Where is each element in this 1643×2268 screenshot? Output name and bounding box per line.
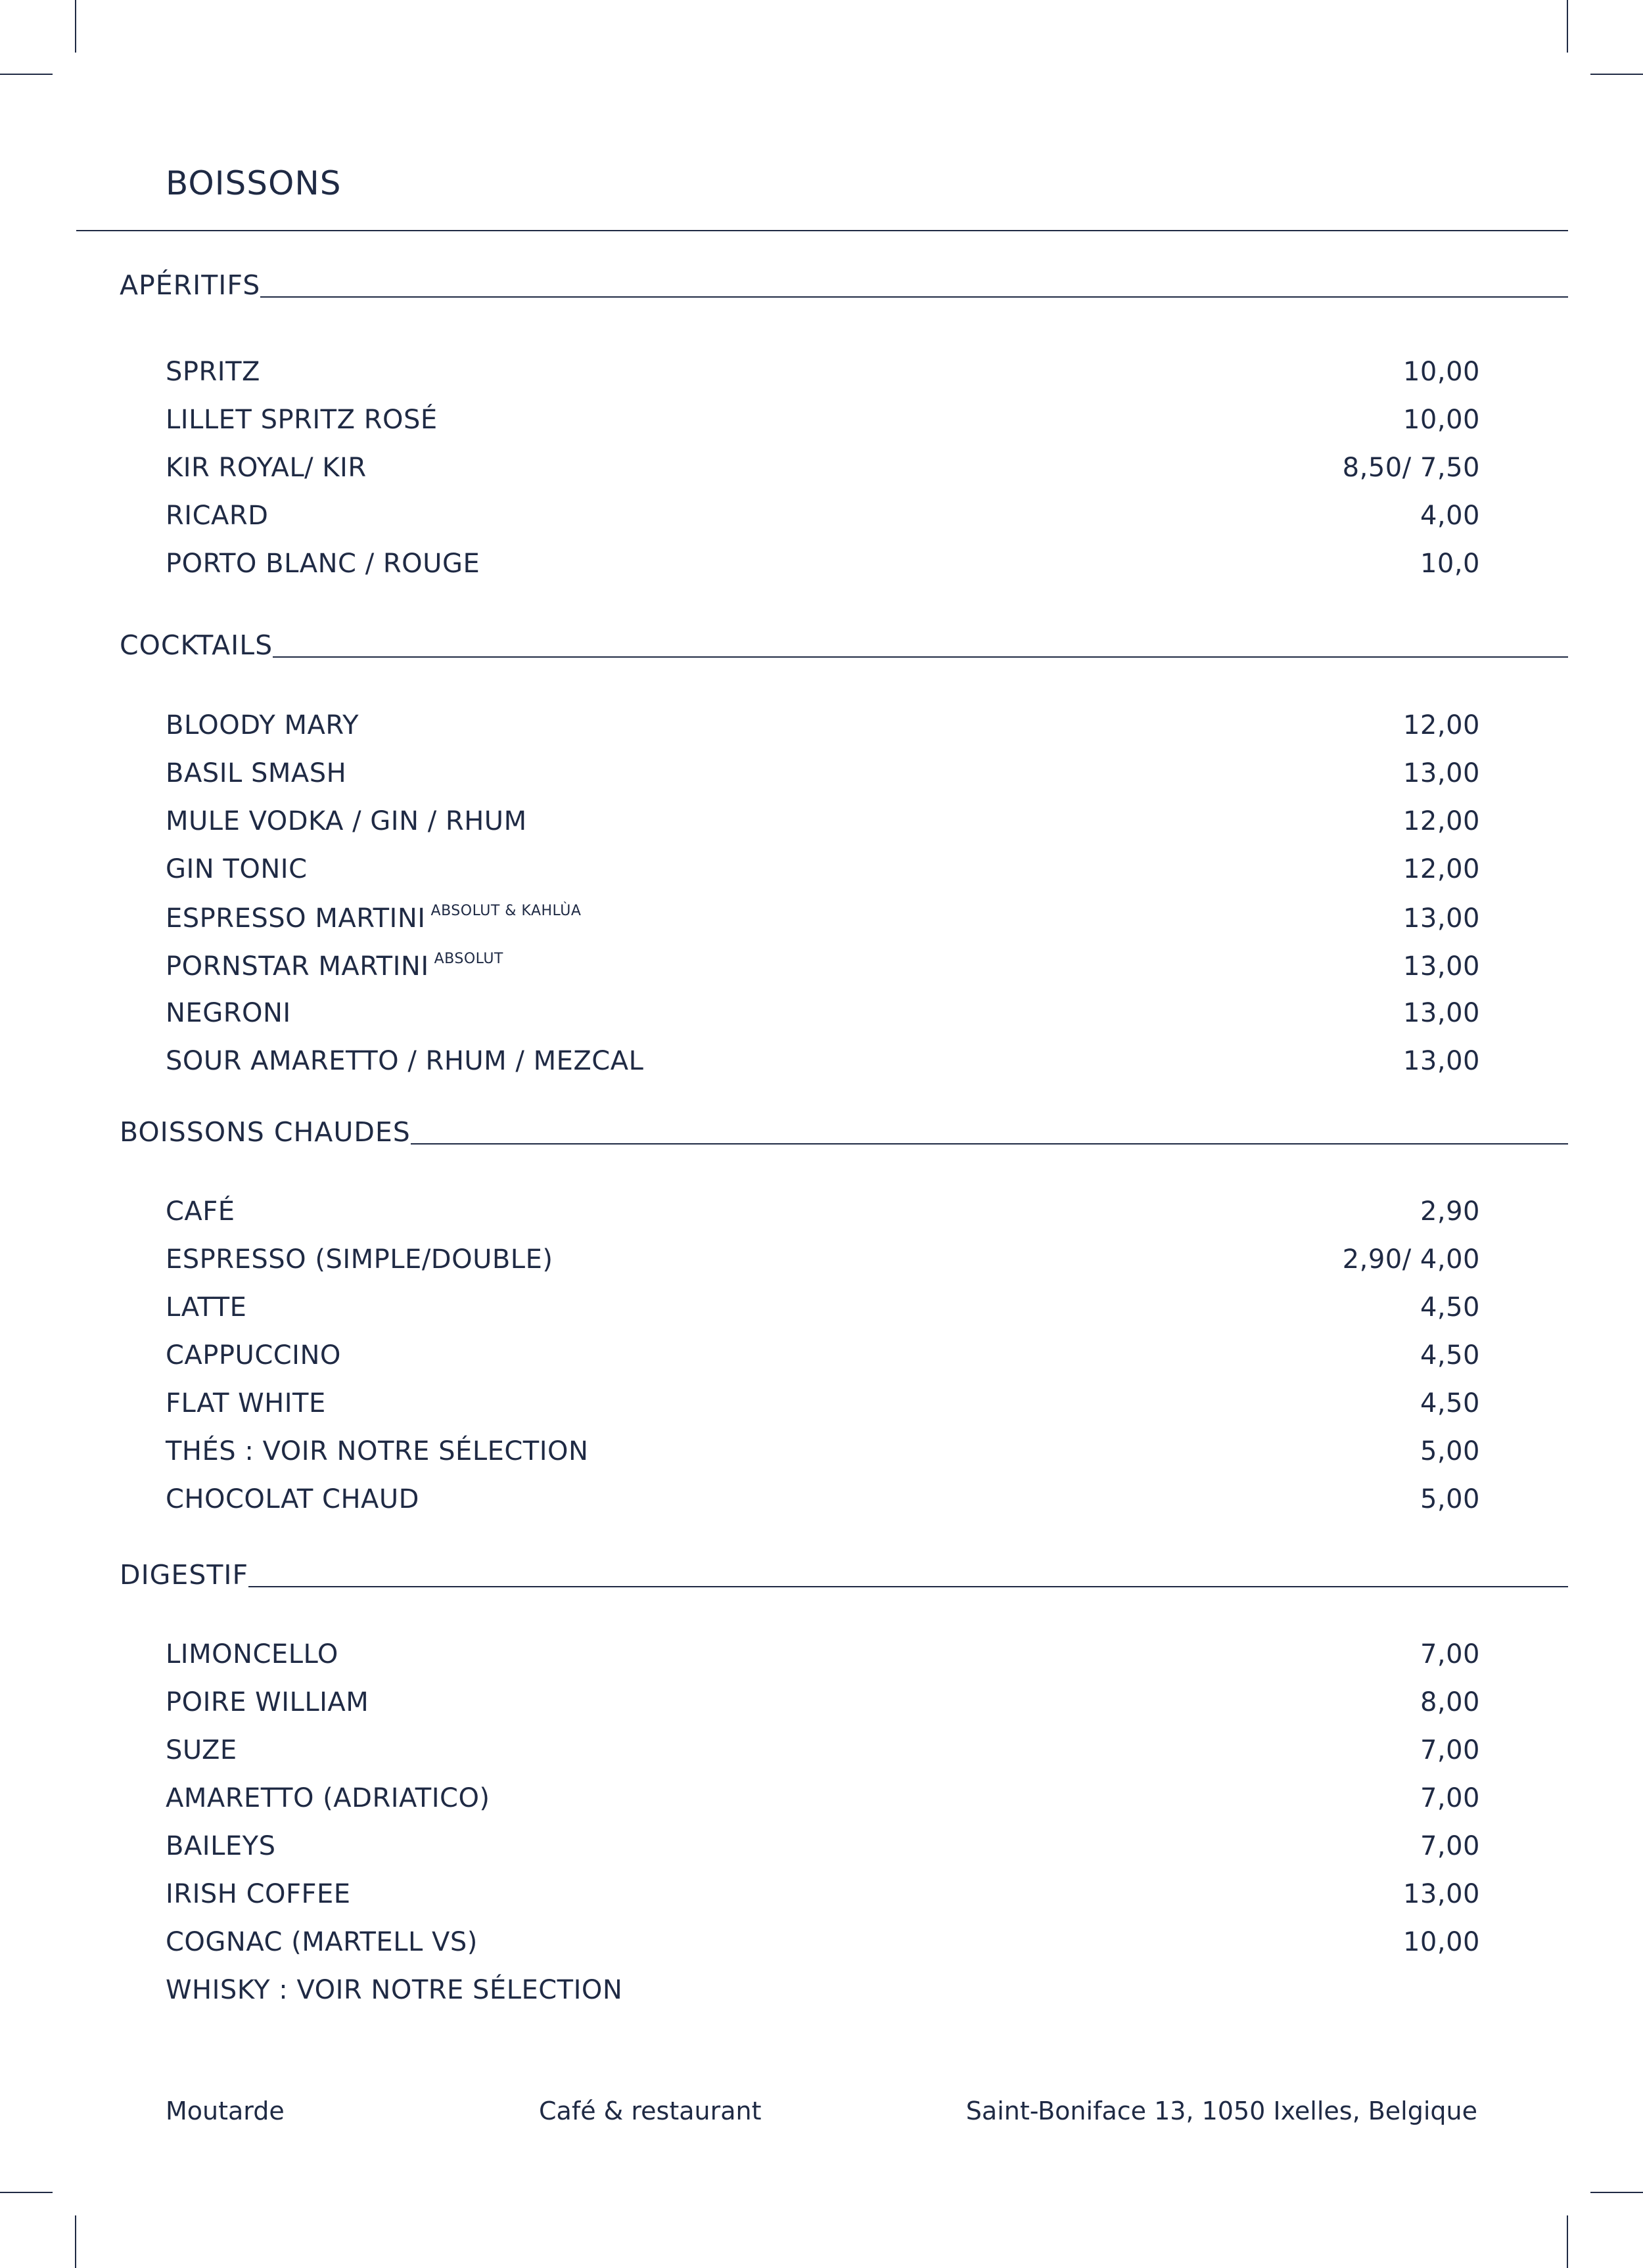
crop-mark: [1567, 0, 1568, 53]
item-name: KIR ROYAL/ KIR: [166, 453, 367, 483]
item-price: 10,00: [1402, 357, 1480, 387]
crop-mark: [1590, 2192, 1643, 2193]
section-rule: [411, 1143, 1568, 1145]
item-note: ABSOLUT: [434, 951, 503, 967]
item-name: ESPRESSO MARTINI: [166, 903, 426, 934]
item-name: NEGRONI: [166, 998, 291, 1028]
item-name: FLAT WHITE: [166, 1388, 326, 1418]
item-price: 4,50: [1420, 1388, 1480, 1418]
menu-item: [166, 455, 1480, 481]
item-price: 12,00: [1402, 806, 1480, 836]
item-price: 13,00: [1402, 998, 1480, 1028]
item-name: LATTE: [166, 1292, 247, 1323]
menu-item: [166, 1929, 1480, 1955]
item-price: 13,00: [1402, 951, 1480, 982]
item-name: BASIL SMASH: [166, 758, 347, 788]
menu-item: [166, 1785, 1480, 1811]
item-name: SPRITZ: [166, 357, 260, 387]
item-name: POIRE WILLIAM: [166, 1687, 369, 1717]
crop-mark: [75, 0, 76, 53]
menu-item: [166, 503, 1480, 529]
menu-item: [166, 1246, 1480, 1273]
menu-item: [166, 1689, 1480, 1715]
item-note: ABSOLUT & KAHLÙA: [430, 903, 582, 919]
item-price: 4,50: [1420, 1340, 1480, 1371]
footer-restaurant-type: Café & restaurant: [539, 2097, 762, 2125]
menu-item: [166, 1198, 1480, 1225]
item-name: SUZE: [166, 1735, 237, 1765]
item-name: CHOCOLAT CHAUD: [166, 1484, 419, 1514]
section-title: APÉRITIFS: [120, 269, 261, 301]
item-name: BLOODY MARY: [166, 710, 359, 740]
item-name: CAPPUCCINO: [166, 1340, 341, 1371]
item-name: THÉS : VOIR NOTRE SÉLECTION: [166, 1436, 589, 1466]
section-title: COCKTAILS: [120, 629, 273, 661]
item-name: BAILEYS: [166, 1831, 276, 1861]
item-price: 4,50: [1420, 1292, 1480, 1323]
menu-item: [166, 1641, 1480, 1667]
title-divider: [76, 230, 1568, 231]
menu-item: [166, 359, 1480, 385]
item-price: 5,00: [1420, 1436, 1480, 1466]
item-price: 12,00: [1402, 710, 1480, 740]
menu-item: [166, 808, 1480, 834]
crop-mark: [1590, 74, 1643, 75]
item-price: 4,00: [1420, 501, 1480, 531]
menu-item: [166, 712, 1480, 738]
item-name: PORNSTAR MARTINI: [166, 951, 429, 982]
menu-item: [166, 1977, 1480, 2003]
footer-address: Saint-Boniface 13, 1050 Ixelles, Belgique: [965, 2097, 1477, 2125]
item-name: COGNAC (MARTELL VS): [166, 1927, 478, 1957]
crop-mark: [0, 74, 53, 75]
menu-item: [166, 1486, 1480, 1512]
item-name: SOUR AMARETTO / RHUM / MEZCAL: [166, 1046, 644, 1076]
item-price: 8,50/ 7,50: [1342, 453, 1480, 483]
item-name: MULE VODKA / GIN / RHUM: [166, 806, 527, 836]
item-price: 2,90/ 4,00: [1342, 1244, 1480, 1275]
item-name: CAFÉ: [166, 1196, 235, 1227]
item-price: 7,00: [1420, 1831, 1480, 1861]
menu-item: [166, 1833, 1480, 1859]
item-name: PORTO BLANC / ROUGE: [166, 549, 480, 579]
section-heading-cocktails: [120, 629, 1568, 661]
section-rule: [248, 1586, 1568, 1587]
item-name: IRISH COFFEE: [166, 1879, 351, 1909]
section-heading-boissons-chaudes: [120, 1116, 1568, 1148]
menu-item: [166, 1048, 1480, 1074]
section-rule: [260, 296, 1568, 298]
menu-item: [166, 1000, 1480, 1026]
footer-restaurant-name: Moutarde: [166, 2097, 285, 2125]
menu-item: [166, 1737, 1480, 1763]
section-heading-aperitifs: [120, 269, 1568, 301]
menu-item: [166, 904, 1480, 932]
item-name: LIMONCELLO: [166, 1639, 338, 1669]
item-price: 10,00: [1402, 405, 1480, 435]
item-price: 5,00: [1420, 1484, 1480, 1514]
menu-item: [166, 1390, 1480, 1417]
section-rule: [273, 656, 1568, 658]
item-name: LILLET SPRITZ ROSÉ: [166, 405, 438, 435]
menu-item: [166, 1342, 1480, 1369]
crop-mark: [75, 2215, 76, 2268]
item-price: 7,00: [1420, 1735, 1480, 1765]
section-title: DIGESTIF: [120, 1559, 249, 1591]
item-name: ESPRESSO (SIMPLE/DOUBLE): [166, 1244, 553, 1275]
menu-item: [166, 1294, 1480, 1321]
item-price: 13,00: [1402, 1879, 1480, 1909]
item-price: 10,00: [1402, 1927, 1480, 1957]
item-name: RICARD: [166, 501, 269, 531]
item-price: 7,00: [1420, 1783, 1480, 1813]
item-price: 2,90: [1420, 1196, 1480, 1227]
item-price: 12,00: [1402, 854, 1480, 884]
page-title: BOISSONS: [166, 164, 342, 202]
menu-item: [166, 856, 1480, 882]
section-title: BOISSONS CHAUDES: [120, 1116, 411, 1148]
menu-item: [166, 551, 1480, 577]
menu-item: [166, 1438, 1480, 1464]
menu-item: [166, 1881, 1480, 1907]
item-name: GIN TONIC: [166, 854, 308, 884]
item-price: 13,00: [1402, 903, 1480, 934]
item-price: 8,00: [1420, 1687, 1480, 1717]
item-price: 10,0: [1420, 549, 1480, 579]
crop-mark: [0, 2192, 53, 2193]
menu-item: [166, 760, 1480, 786]
crop-mark: [1567, 2215, 1568, 2268]
item-price: 13,00: [1402, 758, 1480, 788]
menu-item: [166, 952, 1480, 980]
menu-item: [166, 407, 1480, 433]
item-price: 7,00: [1420, 1639, 1480, 1669]
item-name: AMARETTO (ADRIATICO): [166, 1783, 490, 1813]
item-name: WHISKY : VOIR NOTRE SÉLECTION: [166, 1975, 623, 2005]
item-price: 13,00: [1402, 1046, 1480, 1076]
section-heading-digestif: [120, 1559, 1568, 1591]
